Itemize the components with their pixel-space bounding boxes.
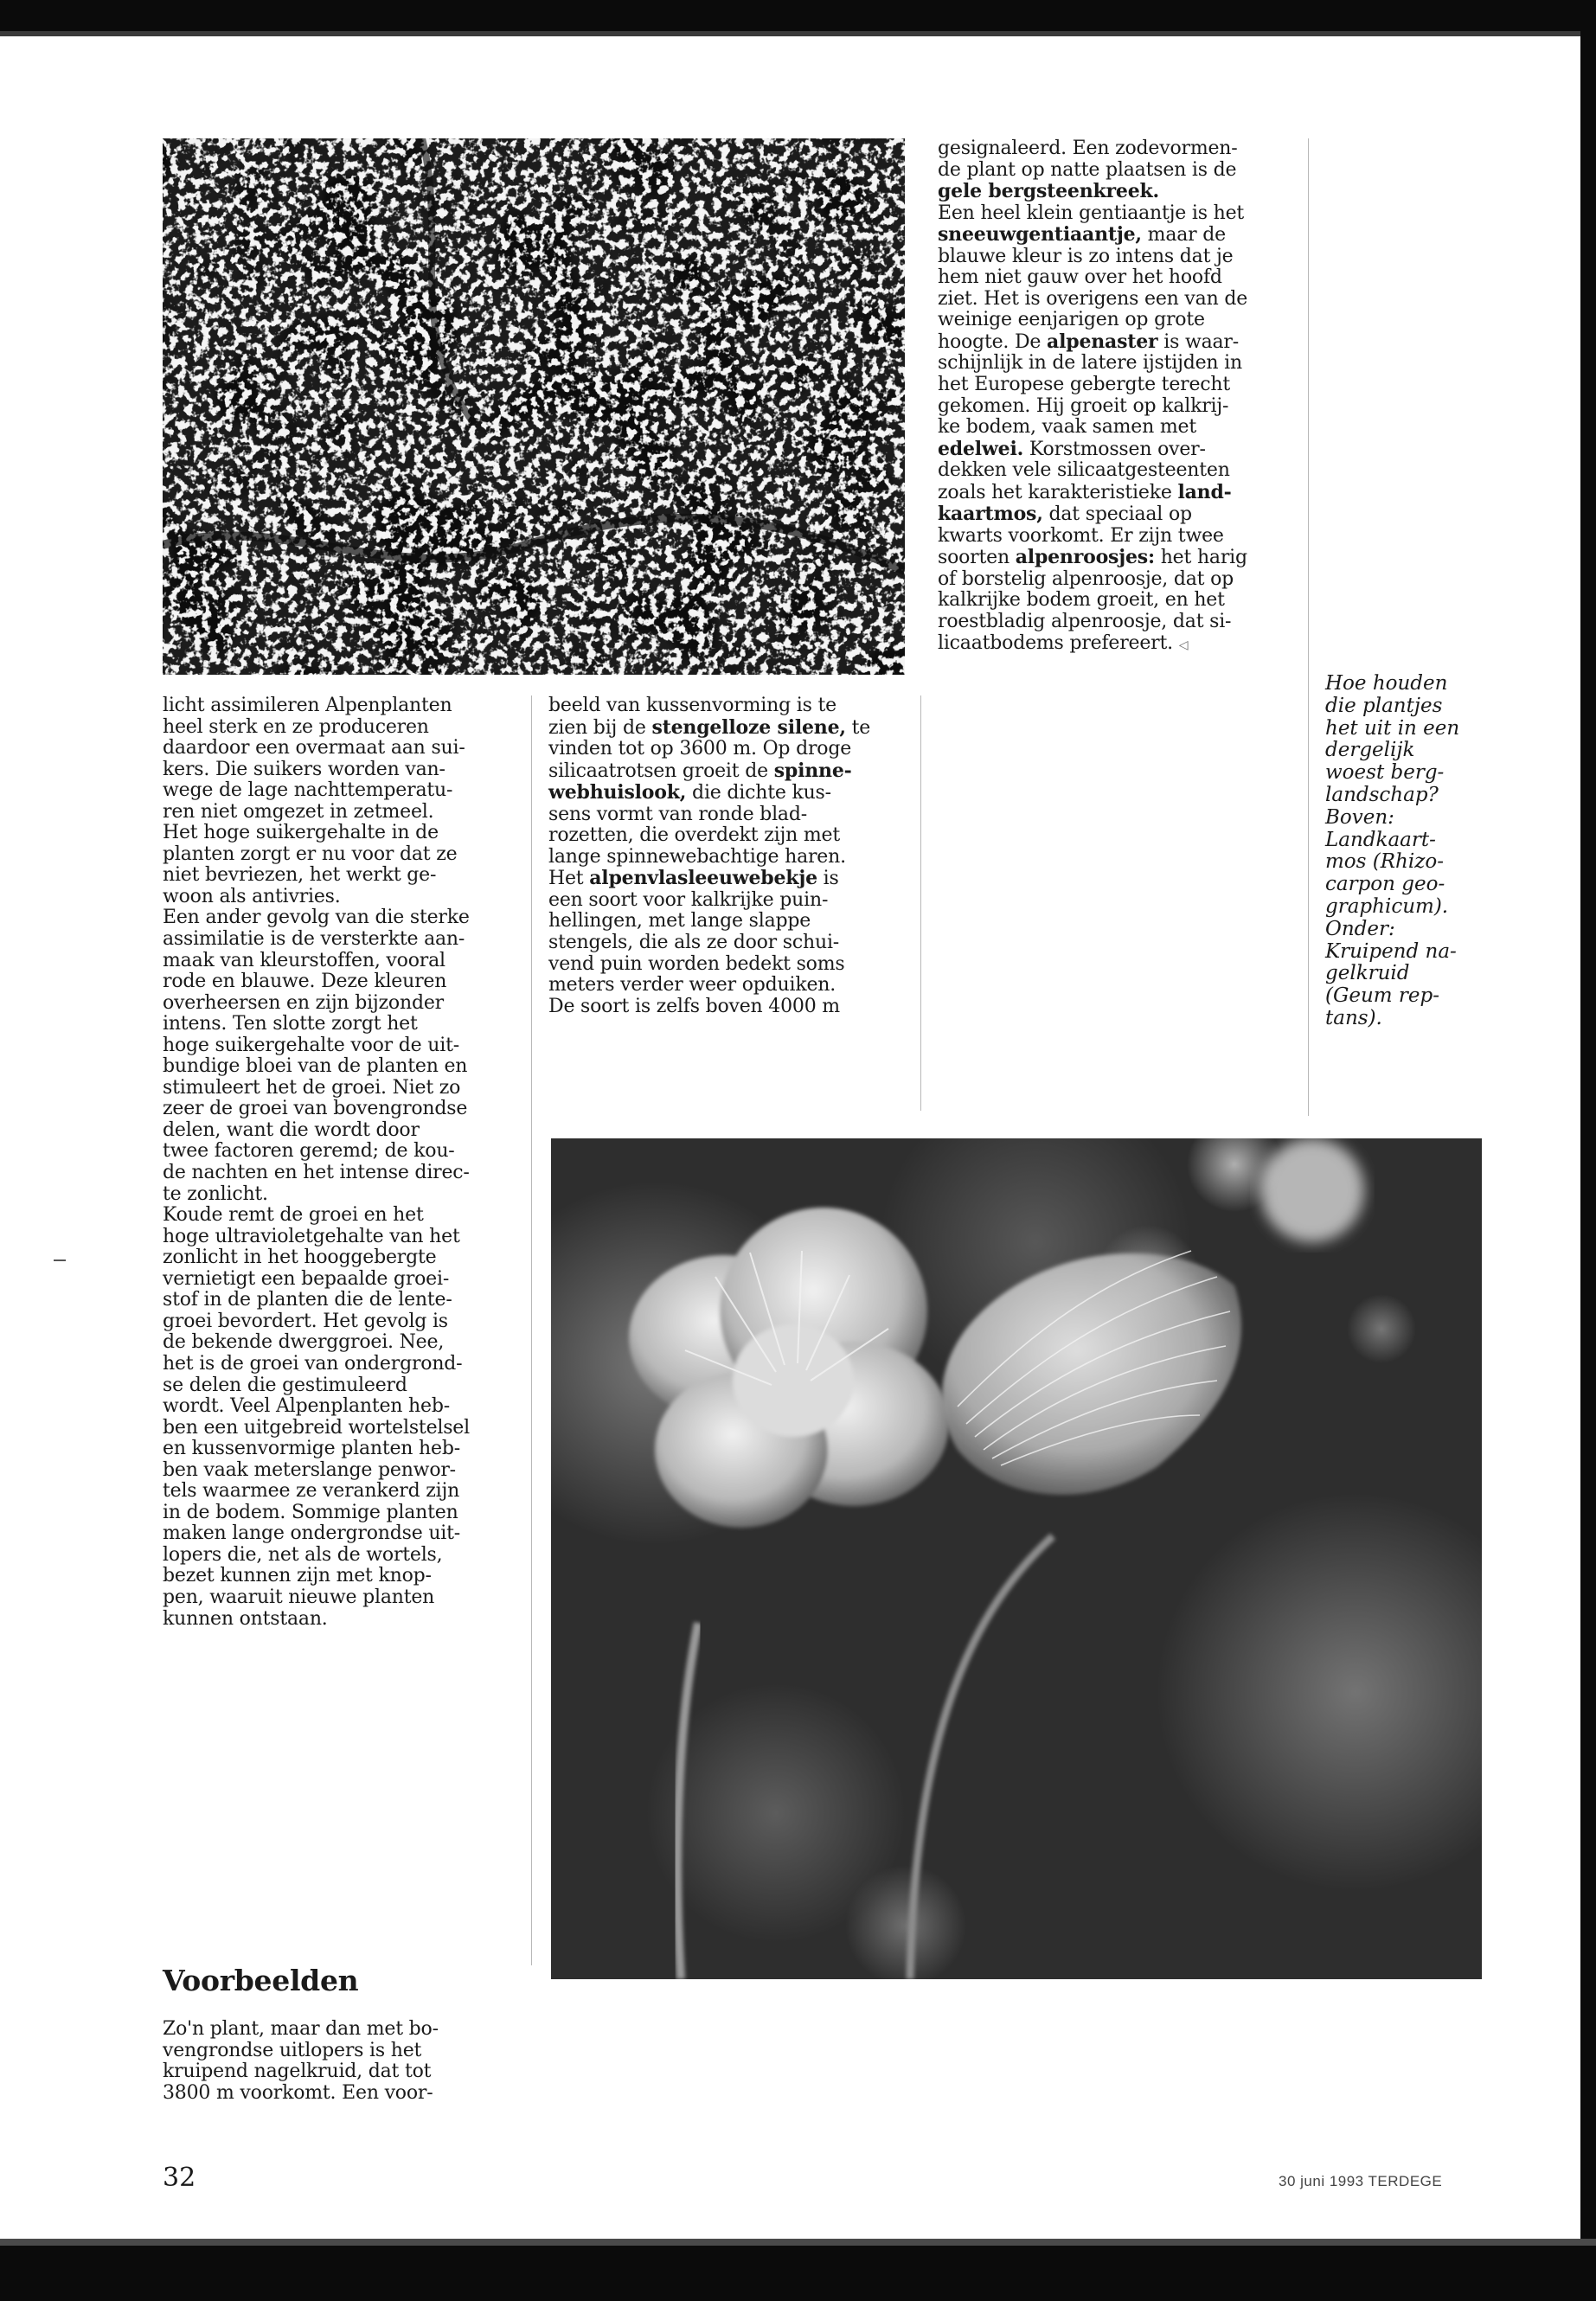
text-line: weinige eenjarigen op grote [938, 309, 1205, 331]
species-name: gele bergsteenkreek. [938, 180, 1160, 203]
text-line: roestbladig alpenroosje, dat si- [938, 611, 1232, 633]
caption-line: gelkruid [1325, 962, 1410, 985]
text-line: ben een uitgebreid wortelstelsel [163, 1416, 470, 1439]
text-line: blauwe kleur is zo intens dat je [938, 245, 1234, 267]
text-line: twee factoren geremd; de kou- [163, 1140, 455, 1163]
section-heading: Voorbeelden [163, 1964, 359, 1997]
text-line: vend puin worden bedekt soms [548, 952, 845, 975]
text-run: dat speciaal op [1042, 503, 1192, 526]
text-run: maar de [1141, 224, 1226, 247]
caption-line: mos (Rhizo- [1325, 850, 1444, 874]
text-run: silicaatrotsen groeit de [548, 760, 774, 782]
text-line: te zonlicht. [163, 1183, 268, 1205]
text-line [548, 760, 912, 783]
text-line: kwarts voorkomt. Er zijn twee [938, 524, 1224, 547]
text-line: tels waarmee ze verankerd zijn [163, 1480, 460, 1503]
text-line: de plant op natte plaatsen is de [938, 158, 1237, 181]
text-line [548, 868, 912, 890]
text-line [938, 331, 1301, 354]
text-line: lopers die, net als de wortels, [163, 1543, 443, 1566]
text-run: zoals het karakteristieke [938, 481, 1178, 503]
caption-line: woest berg- [1325, 761, 1445, 785]
text-run: Korstmossen over- [1023, 438, 1206, 460]
text-line: licht assimileren Alpenplanten [163, 695, 452, 716]
text-line: ren niet omgezet in zetmeel. [163, 800, 434, 823]
text-line: zonlicht in het hooggebergte [163, 1247, 437, 1269]
text-run: te [845, 716, 871, 739]
text-line: stengels, die als ze door schui- [548, 932, 840, 954]
text-line: zeer de groei van bovengrondse [163, 1098, 468, 1120]
text-line: kers. Die suikers worden van- [163, 758, 445, 780]
text-line: hoge suikergehalte voor de uit- [163, 1034, 459, 1056]
text-line: een soort voor kalkrijke puin- [548, 888, 829, 911]
column-rule [920, 695, 921, 1111]
text-line: vinden tot op 3600 m. Op droge [548, 738, 852, 760]
text-line: in de bodem. Sommige planten [163, 1501, 458, 1523]
text-line: bundige bloei van de planten en [163, 1055, 468, 1078]
text-line: en kussenvormige planten heb- [163, 1438, 460, 1460]
text-run: soorten [938, 547, 1016, 569]
column-2 [548, 695, 912, 1017]
text-line [938, 439, 1301, 461]
scan-border-bottom [0, 2246, 1596, 2301]
text-line: wege de lage nachttemperatu- [163, 779, 453, 802]
text-line: stimuleert het de groei. Niet zo [163, 1076, 461, 1099]
text-line: schijnlijk in de latere ijstijden in [938, 352, 1242, 375]
text-line: bezet kunnen zijn met knop- [163, 1565, 432, 1587]
caption-line: graphicum). [1325, 894, 1449, 918]
text-line: maak van kleurstoffen, vooral [163, 949, 445, 971]
species-name: land- [1177, 480, 1232, 503]
text-line: kunnen ontstaan. [163, 1607, 328, 1630]
text-line: lange spinnewebachtige haren. [548, 845, 846, 868]
text-line: wordt. Veel Alpenplanten heb- [163, 1395, 450, 1418]
caption-line: het uit in een [1325, 716, 1460, 740]
text-line: gesignaleerd. Een zodevormen- [938, 138, 1238, 159]
text-line: het Europese gebergte terecht [938, 374, 1231, 396]
text-line: intens. Ten slotte zorgt het [163, 1013, 418, 1035]
text-line [548, 717, 912, 740]
column-rule [531, 695, 532, 1965]
species-name: kaartmos, [938, 503, 1043, 526]
text-line: se delen die gestimuleerd [163, 1374, 407, 1396]
text-line: kalkrijke bodem groeit, en het [938, 589, 1225, 612]
caption-line: carpon geo- [1325, 873, 1445, 896]
text-line: Zo'n plant, maar dan met bo- [163, 2018, 439, 2040]
text-line: kruipend nagelkruid, dat tot [163, 2061, 432, 2083]
text-line: beeld van kussenvorming is te [548, 695, 836, 716]
caption-line: Hoe houden [1325, 672, 1448, 695]
caption-line: (Geum rep- [1325, 984, 1439, 1008]
text-line: ben vaak meterslange penwor- [163, 1458, 456, 1481]
text-run: hoogte. De [938, 330, 1048, 353]
scan-border-top-edge [0, 31, 1596, 36]
text-line: de nachten en het intense direc- [163, 1162, 470, 1184]
end-of-article-icon: ◁ [1178, 638, 1189, 652]
scan-border-top [0, 0, 1596, 31]
text-line: groei bevordert. Het gevolg is [163, 1310, 448, 1332]
text-line: delen, want die wordt door [163, 1118, 420, 1141]
text-line [938, 547, 1301, 569]
text-line: hem niet gauw over het hoofd [938, 266, 1222, 289]
text-line: planten zorgt er nu voor dat ze [163, 843, 458, 865]
caption-line: Kruipend na- [1325, 939, 1457, 963]
text-line: overheersen en zijn bijzonder [163, 991, 444, 1014]
text-run: Het [548, 868, 590, 890]
caption-line: tans). [1325, 1006, 1382, 1029]
species-name: alpenaster [1047, 330, 1158, 353]
text-line: rozetten, die overdekt zijn met [548, 824, 840, 847]
text-line: hoge ultravioletgehalte van het [163, 1225, 460, 1247]
text-line: Het hoge suikergehalte in de [163, 822, 439, 844]
text-line: maken lange ondergrondse uit- [163, 1522, 461, 1545]
text-line [938, 503, 1301, 526]
text-line: Een ander gevolg van die sterke [163, 907, 470, 929]
text-line [548, 782, 912, 804]
caption-line: dergelijk [1325, 739, 1415, 762]
text-run: licaatbodems prefereert. [938, 631, 1173, 654]
geum-reptans-photo [551, 1138, 1482, 1979]
text-line: het is de groei van ondergrond- [163, 1352, 463, 1375]
text-line [938, 633, 1301, 657]
text-line: heel sterk en ze produceren [163, 715, 429, 738]
text-line: vernietigt een bepaalde groei- [163, 1267, 450, 1290]
text-line: Koude remt de groei en het [163, 1204, 424, 1227]
text-line: woon als antivries. [163, 885, 341, 907]
text-line: pen, waaruit nieuwe planten [163, 1586, 435, 1608]
scan-border-bottom-edge [0, 2239, 1596, 2246]
text-line: ziet. Het is overigens een van de [938, 287, 1248, 310]
page-number: 32 [163, 2163, 196, 2193]
text-line: sens vormt van ronde blad- [548, 803, 807, 825]
column-rule [1308, 138, 1309, 1116]
caption-line: Onder: [1325, 917, 1395, 940]
text-line: Een heel klein gentiaantje is het [938, 202, 1245, 224]
text-line: vengrondse uitlopers is het [163, 2039, 422, 2061]
text-run: die dichte kus- [686, 782, 831, 804]
text-line: hellingen, met lange slappe [548, 910, 811, 933]
text-run: is [817, 868, 839, 890]
species-name: spinne- [773, 759, 852, 782]
text-line: 3800 m voorkomt. Een voor- [163, 2081, 433, 2104]
species-name: alpenvlasleeuwebekje [589, 867, 817, 890]
text-line: daardoor een overmaat aan sui- [163, 737, 465, 760]
text-line: niet bevriezen, het werkt ge- [163, 864, 437, 887]
column-1 [163, 695, 509, 1630]
lichen-photo [163, 138, 905, 675]
caption-line: landschap? [1325, 783, 1439, 806]
photo-caption [1325, 673, 1481, 1030]
species-name: webhuislook, [548, 781, 687, 804]
text-line: gekomen. Hij groeit op kalkrij- [938, 394, 1229, 417]
text-line: of borstelig alpenroosje, dat op [938, 567, 1234, 590]
text-run: het harig [1154, 547, 1247, 569]
text-line: stof in de planten die de lente- [163, 1289, 452, 1311]
caption-line: die plantjes [1325, 694, 1443, 717]
text-run: zien bij de [548, 716, 652, 739]
text-line: meters verder weer opduiken. [548, 974, 836, 997]
species-name: sneeuwgentiaantje, [938, 223, 1142, 247]
text-line [938, 224, 1301, 247]
species-name: alpenroosjes: [1015, 546, 1155, 569]
text-line [938, 482, 1301, 504]
caption-line: Boven: [1325, 805, 1394, 829]
species-name: edelwei. [938, 437, 1024, 460]
species-name: stengelloze silene, [651, 715, 846, 739]
column-3 [938, 138, 1301, 656]
text-run: is waar- [1157, 330, 1239, 353]
issue-date: 30 juni 1993 TERDEGE [1279, 2173, 1443, 2189]
scan-border-right [1580, 0, 1596, 2301]
text-line: de bekende dwerggroei. Nee, [163, 1331, 445, 1354]
column-1-continued [163, 2019, 509, 2104]
text-line: dekken vele silicaatgesteenten [938, 459, 1230, 482]
text-line [938, 181, 1301, 203]
text-line: assimilatie is de versterkte aan- [163, 928, 465, 951]
caption-line: Landkaart- [1325, 828, 1436, 851]
margin-mark [54, 1259, 66, 1261]
text-line: rode en blauwe. Deze kleuren [163, 971, 447, 993]
text-line: ke bodem, vaak samen met [938, 416, 1196, 439]
text-line: De soort is zelfs boven 4000 m [548, 995, 840, 1017]
